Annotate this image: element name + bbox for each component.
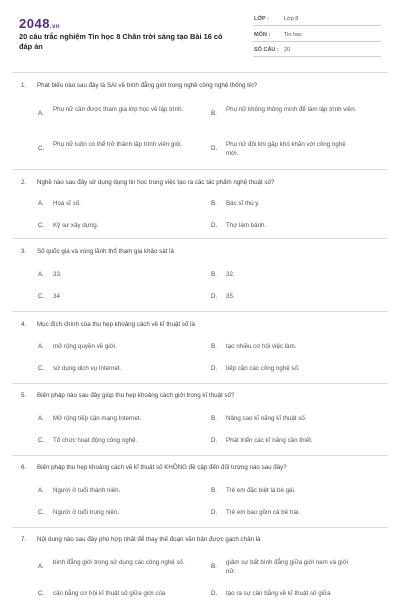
option-text: bình đẳng giới trong sử dụng các công nghệ số. [53, 559, 185, 566]
divider [12, 527, 388, 528]
document-title: 20 câu trắc nghiệm Tin học 8 Chân trời sáng tạo Bài 16 có đáp án [19, 32, 223, 51]
option-letter: A. [38, 271, 44, 278]
option-letter: B. [211, 563, 217, 570]
meta-question-count-label: SỐ CÂU : [254, 47, 279, 53]
option-text: Nâng cao kĩ năng kĩ thuật số. [226, 415, 307, 422]
option-letter: B. [211, 343, 217, 350]
option-letter: A. [38, 415, 44, 422]
option-text: Trẻ em đặc biệt là bé gái. [226, 487, 296, 494]
option-text: Kỹ sư xây dựng. [53, 222, 99, 229]
option-text: 33. [53, 271, 62, 278]
question-text: Mục đích chính của thu hẹp khoảng cách về kĩ thuật số là [37, 321, 195, 328]
option-text: 34 [53, 293, 60, 300]
document-header [0, 0, 400, 68]
option-letter: C. [38, 437, 45, 444]
question-text: Số quốc gia và vùng lãnh thổ tham gia khảo sát là [37, 248, 174, 255]
option-letter: A. [38, 200, 44, 207]
option-letter: C. [38, 222, 45, 229]
meta-grade-value: Lớp 8 [284, 16, 299, 22]
option-letter: A. [38, 563, 44, 570]
option-text: Phát triển các kĩ năng cần thiết. [226, 437, 313, 444]
option-letter: B. [211, 110, 217, 117]
option-letter: C. [38, 509, 45, 516]
divider [12, 311, 388, 312]
option-text: Phụ nữ cần được tham gia lớp học về lập trình. [53, 106, 184, 113]
question-number: 6. [21, 464, 27, 471]
option-text: mở rộng quyền về giới. [53, 343, 117, 350]
option-letter: C. [38, 365, 45, 372]
option-text: Thợ làm bánh. [226, 222, 267, 229]
question-text: Biện pháp nào sau đây giúp thu hẹp khoảng cách giới trong kĩ thuật số? [37, 392, 235, 399]
option-text: Tổ chức hoạt động công nghệ. [53, 437, 138, 444]
option-letter: B. [211, 487, 217, 494]
question-number: 1. [21, 82, 27, 89]
option-text: Trẻ em bao gồm cả bé trai. [226, 509, 301, 516]
option-text: sử dụng dịch vụ Internet. [53, 365, 122, 372]
question-text: Phát biểu nào sau đây là SAI về bình đẳng giới trong nghề công nghệ thông tin? [37, 82, 258, 89]
option-text: Người ở tuổi thành niên. [53, 487, 121, 494]
site-logo[interactable]: 2048.vn [19, 16, 61, 31]
option-text: cân bằng cơ hội kĩ thuật số giữa giới của [53, 590, 166, 597]
option-text: Phụ nữ luôn có thể trở thành lập trình viên giỏi. [53, 141, 183, 148]
option-text: 35. [226, 293, 235, 300]
option-text: tạo nhiều cơ hội việc làm. [226, 343, 297, 350]
question-number: 4. [21, 321, 27, 328]
option-letter: C. [38, 590, 45, 597]
divider [12, 455, 388, 456]
option-text: Phụ nữ đôi khi gặp khó khăn với công nghệ mới. [226, 141, 346, 157]
option-letter: B. [211, 271, 217, 278]
question-number: 5. [21, 392, 27, 399]
option-text: tiếp cận các công nghệ số. [226, 365, 300, 372]
question-number: 7. [21, 536, 27, 543]
meta-subject [253, 28, 381, 42]
option-letter: D. [211, 437, 218, 444]
option-text: Mở rộng tiếp cận mạng Internet. [53, 415, 142, 422]
option-letter: D. [211, 590, 218, 597]
option-letter: D. [211, 293, 218, 300]
question-number: 2. [21, 179, 27, 186]
question-text: Nội dung nào sau đây phù hợp nhất để thay thế đoạn văn bản được gạch chân là [37, 536, 261, 543]
divider [12, 169, 388, 170]
option-text: 32. [226, 271, 235, 278]
option-letter: A. [38, 110, 44, 117]
meta-subject-label: MÔN : [254, 32, 271, 38]
meta-grade-label: LỚP : [254, 16, 269, 22]
option-letter: C. [38, 293, 45, 300]
option-letter: A. [38, 487, 44, 494]
option-letter: C. [38, 145, 45, 152]
option-letter: D. [211, 365, 218, 372]
option-letter: B. [211, 415, 217, 422]
meta-grade [253, 12, 381, 26]
divider [12, 383, 388, 384]
meta-subject-value: Tin học [284, 32, 302, 38]
option-text: giảm sự bất bình đẳng giữa giới nam và giới nữ. [226, 559, 348, 575]
meta-question-count [253, 43, 381, 57]
option-letter: B. [211, 200, 217, 207]
option-letter: D. [211, 509, 218, 516]
option-letter: D. [211, 145, 218, 152]
option-letter: D. [211, 222, 218, 229]
option-text: Người ở tuổi trung niên. [53, 509, 119, 516]
option-text: tạo ra sự cân bằng về kĩ thuật số giữa [226, 590, 331, 597]
question-text: Nghề nào sau đây sử dụng dụng tin học trong việc tạo ra các tác phẩm nghệ thuật số? [37, 179, 275, 186]
question-number: 3. [21, 248, 27, 255]
option-text: Phụ nữ không thông minh để làm lập trình viên. [226, 106, 357, 113]
option-text: Bác sĩ thú y. [226, 200, 260, 207]
divider [12, 72, 388, 73]
option-text: Họa sĩ số. [53, 200, 81, 207]
divider [12, 238, 388, 239]
option-letter: A. [38, 343, 44, 350]
meta-question-count-value: 20 [284, 47, 291, 53]
question-text: Biện pháp thu hẹp khoảng cách về kĩ thuật số KHÔNG đề cập đến đối tượng nào sau đây? [37, 464, 287, 471]
